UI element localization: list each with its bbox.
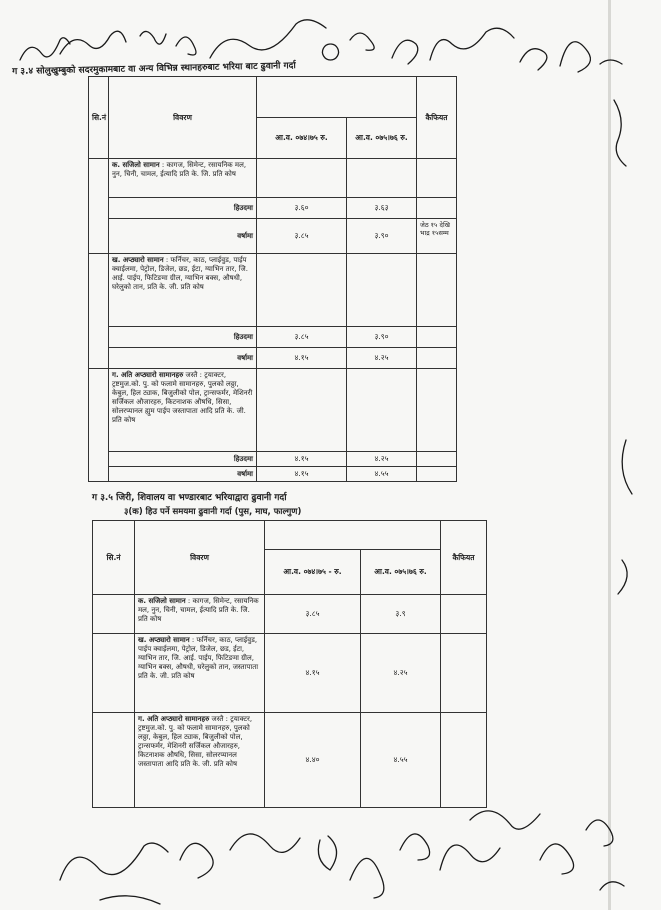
- season-label: वर्षामा: [109, 467, 257, 482]
- remark-text: [441, 595, 487, 634]
- season-label: वर्षामा: [109, 348, 257, 369]
- item-description: ग. अति अप्ठ्यारो सामानहरु जस्तै : ट्रयाक्टर, ट्रष्टमुज.को. पु. को फलामे सामानहरु, पुलको लठ्ठा, केबुल, हिल ट्याक, बिजुलीको पोल, ट्रान्सफर्मर, मेशिनरी सर्जिकल औजारहरु, किटनाशक औषधि, सिसा, सोलरप्यानल ह्युम पाईप जस्तापाता आदि प्रति के. जी. प्रति कोष: [109, 369, 257, 452]
- col-years-group: [265, 521, 441, 550]
- remark-text: जेठ १५ देखि भाद्र १५सम्म: [417, 219, 457, 254]
- table-row: [93, 595, 487, 634]
- col-year1: आ.व. ०७४।७५ - रु.: [265, 550, 361, 595]
- table-row: [89, 219, 457, 254]
- item-description: क. सजिलो सामान : कागज, सिमेन्ट, रसायनिक मल, नुन, चिनी, चामल, ईत्यादि प्रति के. जि. प्रति कोष: [109, 159, 257, 198]
- rate-value: ४.४०: [265, 713, 361, 808]
- table-row: [89, 159, 457, 198]
- item-description: क. सजिलो सामान : कागज, सिमेन्ट, रसायनिक मल, नुन, चिनी, चामल, ईत्यादि प्रति के. जि. प्रति कोष: [135, 595, 265, 634]
- table-row: [89, 452, 457, 467]
- rate-value: ४.२५: [347, 348, 417, 369]
- col-remarks: कैफियत: [417, 77, 457, 159]
- rate-value: ३.९: [361, 595, 441, 634]
- section2-heading: ग ३.५ जिरी, शिवालय वा भण्डारबाट भरियाद्वारा ढुवानी गर्दा: [92, 493, 287, 503]
- rate-value: ३.९०: [347, 219, 417, 254]
- season-label: हिउदमा: [109, 452, 257, 467]
- col-sn: सि.नं: [93, 521, 135, 595]
- col-desc: विवरण: [109, 77, 257, 159]
- col-sn: सि.नं: [89, 77, 109, 159]
- rate-value: ४.५५: [361, 713, 441, 808]
- item-description: ख. अप्ठ्यारो सामान : फर्निचर, काठ, प्लाईवुड, पाईप क्वाईलमा, पेट्रोल, डिजेल, छड, ईटा, ग्याभिन तार, जि. आई. पाईप, फिटिङमा ग्रील, ग्याभिन बक्स, औषधी, घरेलुको तान, प्रति के. जी. प्रति कोष: [109, 254, 257, 327]
- table-row: [89, 254, 457, 327]
- rate-value: ३.९०: [347, 327, 417, 348]
- col-remarks: कैफियत: [441, 521, 487, 595]
- table-row: [89, 198, 457, 219]
- table-row: [93, 713, 487, 808]
- rate-value: ३.६३: [347, 198, 417, 219]
- season-label: वर्षामा: [109, 219, 257, 254]
- rate-value: ४.१५: [257, 467, 347, 482]
- rate-value: ४.२५: [347, 452, 417, 467]
- item-description: ग. अति अप्ठ्यारो सामानहरु जस्तै : ट्रयाक्टर, ट्रष्टमुज.को. पु. को फलामे सामानहरु, पुलको लठ्ठा, केबुल, हिल ट्याक, बिजुलीको पोल, ट्रान्सफर्मर, मेशिनरी सर्जिकल औजारहरु, किटनाशक औषधि, सिसा, सोलरप्यानल जस्तापाता आदि प्रति के. जी. प्रति कोष: [135, 713, 265, 808]
- rate-value: ४.१५: [257, 348, 347, 369]
- col-year1: आ.व. ०७४।७५ रु.: [257, 118, 347, 159]
- rate-value: ३.८५: [257, 219, 347, 254]
- table-row: [89, 348, 457, 369]
- rate-value: ४.२५: [361, 634, 441, 713]
- table-row: [93, 634, 487, 713]
- rate-value: ३.८५: [257, 327, 347, 348]
- rate-value: ३.६०: [257, 198, 347, 219]
- rate-value: ४.१५: [257, 452, 347, 467]
- col-year2: आ.व. ०७५।७६ रु.: [347, 118, 417, 159]
- rate-value: ३.८५: [265, 595, 361, 634]
- table-row: [89, 327, 457, 348]
- remark-text: [441, 634, 487, 713]
- table-header-row: [93, 521, 487, 550]
- rate-value: ४.५५: [347, 467, 417, 482]
- season-label: हिउदमा: [109, 198, 257, 219]
- item-description: ख. अप्ठ्यारो सामान : फर्निचर, काठ, प्लाईवुड, पाईप क्वाईलमा, पेट्रोल, डिजेल, छड, ईटा, ग्याभिन तार, जि. आई. पाईप, फिटिङमा ग्रील, ग्याभिन बक्स, औषधी, घरेलुको तान, जस्तापाता प्रति के. जी. प्रति कोष: [135, 634, 265, 713]
- remark-text: [441, 713, 487, 808]
- col-years-group: [257, 77, 417, 118]
- section1-table: [88, 76, 457, 482]
- section2-subheading: ३(क) हिउ पर्ने समयमा ढुवानी गर्दा (पुस, माघ, फाल्गुण): [124, 507, 302, 517]
- col-year2: आ.व. ०७५।७६ रु.: [361, 550, 441, 595]
- season-label: हिउदमा: [109, 327, 257, 348]
- col-desc: विवरण: [135, 521, 265, 595]
- section1-heading: ग ३.४ सोलुखुम्बुको सदरमुकामबाट वा अन्य विभिन्न स्थानहरुबाट भरिया बाट ढुवानी गर्दा: [12, 61, 296, 77]
- table-row: [89, 467, 457, 482]
- rate-value: ४.१५: [265, 634, 361, 713]
- page-edge: [608, 0, 611, 910]
- table-header-row: [89, 77, 457, 118]
- table-row: [89, 369, 457, 452]
- section2-table: [92, 520, 487, 808]
